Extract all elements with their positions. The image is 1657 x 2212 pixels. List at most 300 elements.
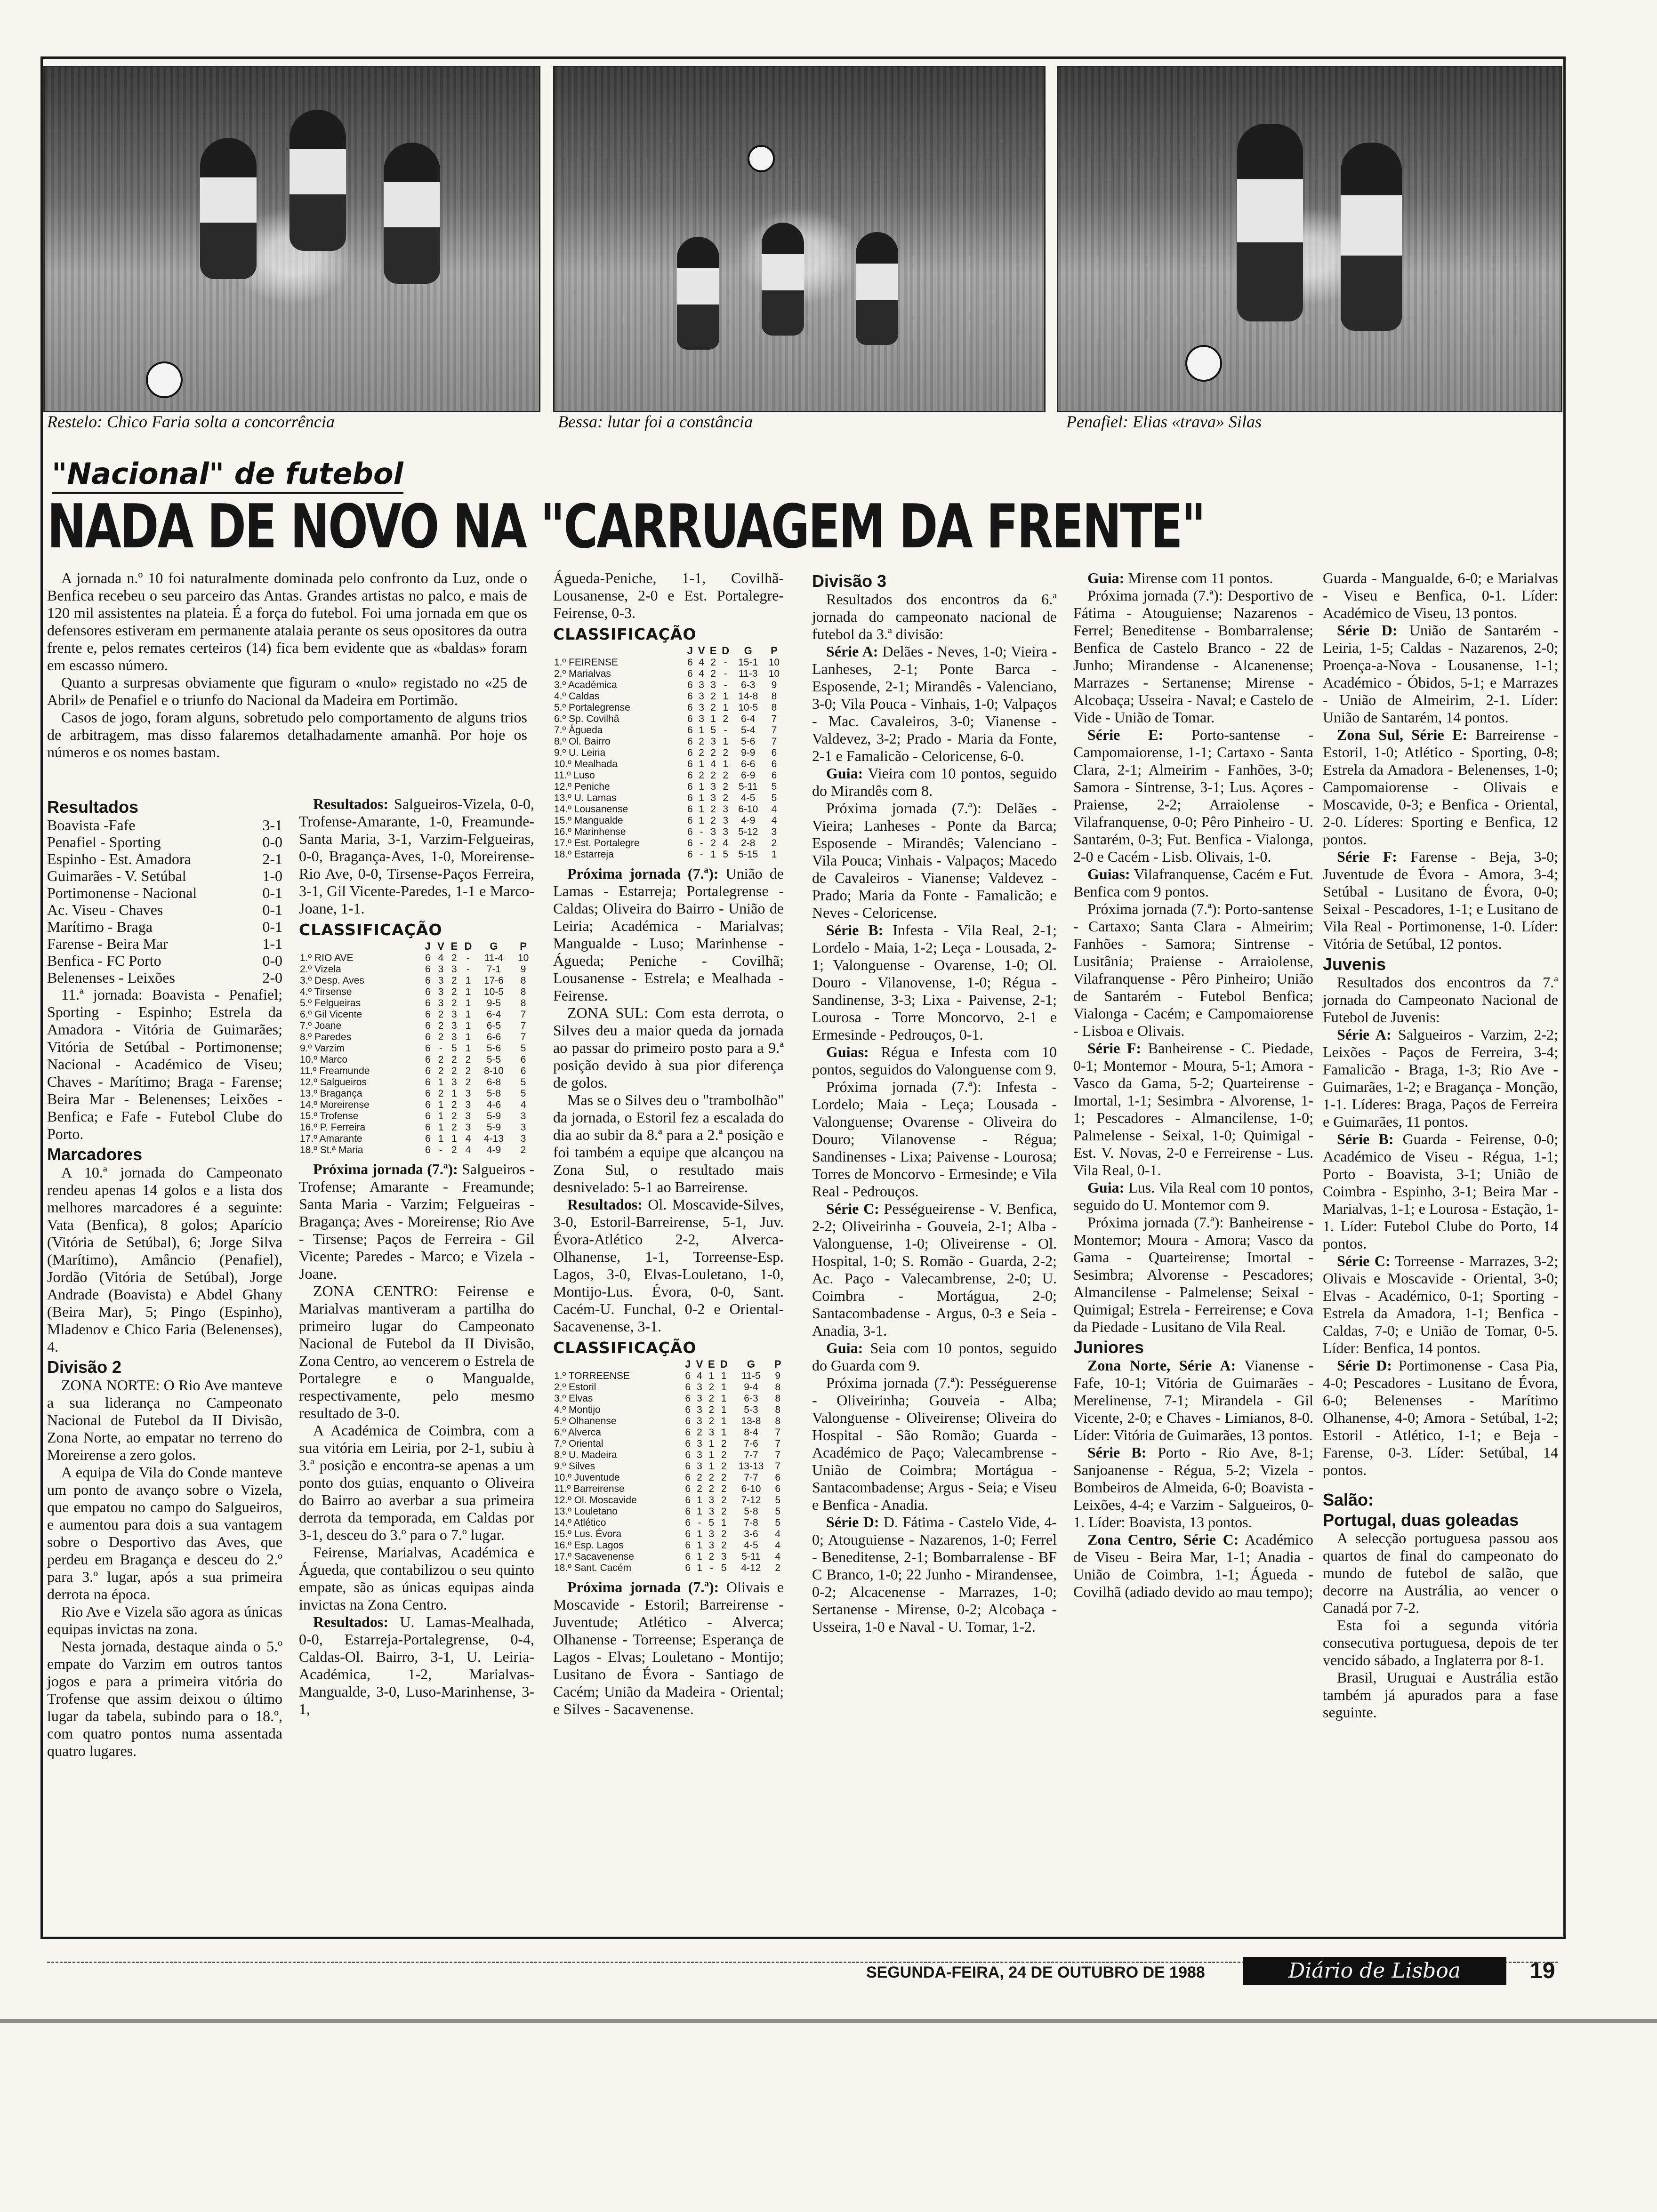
team-cell: 13.º U. Lamas bbox=[554, 793, 617, 803]
standings-row bbox=[299, 1009, 534, 1020]
division3-heading: Divisão 3 bbox=[812, 571, 887, 591]
football bbox=[1185, 345, 1222, 382]
stat-cell: 10-5 bbox=[738, 702, 758, 713]
team-cell: 2.º Marialvas bbox=[554, 668, 611, 679]
stat-cell: 2 bbox=[721, 1495, 727, 1506]
scorers-paragraph: A 10.ª jornada do Campeonato rendeu apenas 14 golos e a lista dos melhores marcadores é a seguinte: Vata (Benfica), 8 golos; Aparício (Vitória de Setúbal), 6; Jorge Silva (Marítimo), Amâncio (Penafiel), Jordão (Vitória de Setúbal), Jorge Andrade (Boavista) e Abdel Ghany (Beira Mar), 5; Pingo (Espinho), Mladenov e Chico Faria (Belenenses), 4. bbox=[47, 1164, 282, 1355]
result-paragraph: Série B: Porto - Rio Ave, 8-1; Sanjoanense - Régua, 5-2; Vizela - Bombeiros de Almeida, 6-0; Boavista - Leixões, 4-4; e Varzim - Salgueiros, 0-1. Líder: Boavista, 13 pontos. bbox=[1073, 1444, 1314, 1531]
stat-cell: - bbox=[724, 680, 727, 690]
stat-cell: 7 bbox=[520, 1009, 526, 1020]
stat-cell: 8 bbox=[520, 998, 526, 1009]
standings-row bbox=[553, 1472, 784, 1483]
team-cell: 15.º Mangualde bbox=[554, 815, 623, 826]
team-cell: 13.º Louletano bbox=[554, 1506, 618, 1517]
stat-cell: 2 bbox=[699, 770, 704, 781]
stat-cell: 6 bbox=[685, 1506, 691, 1517]
column-6 bbox=[1323, 569, 1558, 1721]
stat-cell: 5-5 bbox=[486, 1054, 501, 1065]
team-cell: 16.º Marinhense bbox=[554, 826, 626, 837]
stat-cell: 6 bbox=[425, 964, 431, 975]
player-figure bbox=[200, 138, 257, 279]
stat-cell: 2 bbox=[710, 804, 716, 815]
standings-row bbox=[553, 1483, 784, 1495]
stat-cell: 7-8 bbox=[744, 1517, 758, 1528]
stat-cell: 6 bbox=[685, 1517, 691, 1528]
team-cell: 11.º Luso bbox=[554, 770, 595, 781]
stat-cell: 2 bbox=[708, 1404, 715, 1415]
stat-cell: 2 bbox=[438, 1009, 444, 1020]
division3-intro: Resultados dos encontros da 6.ª jornada do campeonato nacional de futebol da 3.ª divisão: bbox=[812, 591, 1057, 642]
juvenis-intro: Resultados dos encontros da 7.ª jornada do Campeonato Nacional de Futebol de Juvenis: bbox=[1323, 974, 1558, 1026]
result-paragraph: Próxima jornada (7.ª): Pességuerense - Oliveirinha; Gouveia - Alba; Valonguense - Oliveirense; Oliveira do Hospital - São Romão; Guarda - Académico de Paço; Valecambrense - União de Coimbra; Mortágua - Santacombadense; Argus - Seia; e Viseu e Benfica - Anadia. bbox=[812, 1374, 1057, 1513]
results-text: Salgueiros-Vizela, 0-0, Trofense-Amarante, 1-0, Freamunde-Santa Maria, 3-1, Varzim-Felgueiras, 0-0, Bragança-Aves, 1-0, Moreirense-Rio Ave, 0-0, Tirsense-Paços Ferreira, 3-1, Gil Vicente-Paredes, 1-1 e Marco-Joane, 1-1. bbox=[299, 795, 534, 917]
stat-cell: 1 bbox=[697, 1529, 702, 1539]
stat-cell: 1 bbox=[697, 1506, 702, 1517]
stat-cell: 6 bbox=[685, 1551, 691, 1562]
standings-row bbox=[299, 998, 534, 1009]
stat-cell: 6 bbox=[685, 1450, 691, 1460]
stat-cell: 13-8 bbox=[741, 1416, 761, 1427]
team-cell: 15.º Lus. Évora bbox=[554, 1529, 622, 1539]
stat-cell: 2 bbox=[465, 1066, 471, 1076]
result-paragraph: Série D: União de Santarém - Leiria, 1-5; Caldas - Nazarenos, 2-0; Proença-a-Nova - Lousanense, 1-1; Académico - Óbidos, 5-1; e Marrazes - União de Almeirim, 2-1. Líder: União de Santarém, 14 pontos. bbox=[1323, 622, 1558, 726]
team-cell: 11.º Freamunde bbox=[300, 1066, 370, 1076]
team-cell: 9.º Silves bbox=[554, 1461, 595, 1472]
stat-cell: 2 bbox=[710, 838, 716, 849]
stat-cell: 5 bbox=[710, 725, 716, 736]
stat-cell: 2 bbox=[721, 1540, 727, 1551]
stat-cell: 1 bbox=[699, 793, 704, 803]
standings-row bbox=[553, 1495, 784, 1506]
newspaper-masthead: Diário de Lisboa bbox=[1243, 1957, 1506, 1985]
stat-cell: 3 bbox=[771, 826, 777, 837]
stat-cell: 4 bbox=[465, 1133, 471, 1144]
stat-cell: 2 bbox=[723, 713, 729, 724]
result-paragraph: Guia: Vieira com 10 pontos, seguido do Mirandês com 8. bbox=[812, 765, 1057, 799]
stat-cell: 3 bbox=[697, 1416, 702, 1427]
intro-paragraph: Casos de jogo, foram alguns, sobretudo pelo comportamento de alguns trios de arbitragem, mas disso falaremos detalhadamente amanhã. Por hoje os números e os nomes bastam. bbox=[47, 709, 527, 761]
stat-cell: 9-4 bbox=[744, 1382, 758, 1393]
stat-cell: 5 bbox=[775, 1495, 781, 1506]
stat-cell: 7 bbox=[520, 1032, 526, 1042]
stat-cell: 8 bbox=[520, 975, 526, 986]
stat-cell: 2 bbox=[723, 747, 729, 758]
stat-cell: 6 bbox=[425, 975, 431, 986]
stat-cell: 6 bbox=[687, 702, 693, 713]
column-4 bbox=[812, 569, 1057, 1635]
stat-cell: 1 bbox=[708, 1370, 715, 1381]
team-cell: 7.º Joane bbox=[300, 1020, 342, 1031]
stat-cell: 6-8 bbox=[486, 1077, 501, 1088]
stat-cell: 5 bbox=[721, 1563, 727, 1573]
stat-cell: 1 bbox=[708, 1450, 715, 1460]
stat-cell: 5-11 bbox=[738, 781, 758, 792]
stat-cell: 6 bbox=[687, 826, 693, 837]
stat-cell: 6 bbox=[687, 815, 693, 826]
stat-cell: 5-6 bbox=[486, 1043, 501, 1054]
stat-cell: 1 bbox=[451, 1088, 457, 1099]
team-cell: 13.º Bragança bbox=[300, 1088, 362, 1099]
stat-cell: 6 bbox=[771, 747, 777, 758]
stat-cell: 4 bbox=[771, 815, 777, 826]
result-paragraph: Série A: Delães - Neves, 1-0; Vieira - Lanheses, 2-1; Ponte Barca - Esposende, 2-1; Mirandês - Valenciano, 3-0; Vila Pouca - Vinhais, 1-0; Valpaços - Mac. Cavaleiros, 3-0; Vianense - Valdevez, 3-2; Prado - Maria da Fonte, 2-1 e Famalicão - Celoricense, 6-0. bbox=[812, 643, 1057, 764]
stat-cell: 7 bbox=[775, 1438, 781, 1449]
stat-cell: 3 bbox=[708, 1529, 715, 1539]
stat-cell: 4-9 bbox=[486, 1145, 501, 1155]
photo-caption: Penafiel: Elias «trava» Silas bbox=[1066, 412, 1262, 431]
stat-cell: 1 bbox=[465, 1043, 471, 1054]
stat-cell: 2 bbox=[697, 1427, 702, 1438]
team-cell: 11.º Barreirense bbox=[554, 1483, 625, 1494]
stat-cell: 9-9 bbox=[741, 747, 756, 758]
team-cell: 5.º Olhanense bbox=[554, 1416, 617, 1427]
stat-cell: 8 bbox=[775, 1382, 781, 1393]
stat-cell: 1 bbox=[710, 849, 716, 860]
result-row: Farense - Beira Mar 1-1 bbox=[47, 935, 282, 952]
stat-cell: 1 bbox=[697, 1495, 702, 1506]
stat-cell: 2-8 bbox=[741, 838, 756, 849]
stat-cell: 7 bbox=[771, 736, 777, 747]
stat-cell: 2 bbox=[699, 747, 704, 758]
result-row: Ac. Viseu - Chaves 0-1 bbox=[47, 901, 282, 918]
standings-row bbox=[299, 1133, 534, 1145]
section-kicker: "Nacional" de futebol bbox=[52, 457, 403, 494]
stat-cell: 7-7 bbox=[744, 1450, 758, 1460]
stat-cell: 2 bbox=[710, 815, 716, 826]
standings-row bbox=[553, 1563, 784, 1574]
stat-cell: 8 bbox=[775, 1404, 781, 1415]
stat-cell: 2 bbox=[721, 1529, 727, 1539]
stat-cell: 6 bbox=[687, 838, 693, 849]
result-paragraph: Próxima jornada (7.ª): Delães - Vieira; Lanheses - Ponte da Barca; Esposende - Mirandês; Valenciano - Vila Pouca; Vinhais - Valpaços; Macedo de Cavaleiros - Vianense; Valdevez - Prado; Maria da Fonte - Famalicão; e Neves - Celoricense. bbox=[812, 800, 1057, 921]
stat-cell: 3 bbox=[520, 1133, 526, 1144]
stat-cell: - bbox=[439, 1043, 442, 1054]
stat-cell: 3 bbox=[708, 1540, 715, 1551]
result-paragraph: Série F: Farense - Beja, 3-0; Juventude de Évora - Amora, 3-4; Setúbal - Lusitano de Évora, 0-0; Seixal - Pescadores, 1-1; e Lusitano de Vila Real - Portimonense, 1-0. Líder: Vitória de Setúbal, 12 pontos. bbox=[1323, 848, 1559, 952]
stat-cell: 2 bbox=[723, 770, 729, 781]
stat-cell: 3 bbox=[708, 1495, 715, 1506]
player-figure bbox=[384, 143, 440, 284]
stat-cell: 6 bbox=[685, 1472, 691, 1483]
team-cell: 5.º Portalegrense bbox=[554, 702, 630, 713]
team-cell: 12.º Peniche bbox=[554, 781, 610, 792]
standings-row bbox=[553, 1438, 784, 1450]
division3-paragraphs bbox=[812, 643, 1057, 1635]
scan-edge bbox=[0, 2019, 1657, 2023]
stat-cell: 3 bbox=[708, 1427, 715, 1438]
result-paragraph: Guias: Régua e Infesta com 10 pontos, seguidos do Valonguense com 9. bbox=[812, 1043, 1057, 1078]
result-paragraph: Série C: Torreense - Marrazes, 3-2; Olivais e Moscavide - Oriental, 3-0; Elvas - Académico, 0-1; Sporting - Estrela da Amadora, 1-1; Benfica - Caldas, 7-0; e União de Tomar, 0-5. Líder: Benfica, 14 pontos. bbox=[1323, 1252, 1559, 1356]
stat-cell: 7-12 bbox=[741, 1495, 761, 1506]
stat-cell: 10 bbox=[768, 657, 780, 668]
stat-cell: 6 bbox=[771, 770, 777, 781]
stat-cell: 2 bbox=[723, 793, 729, 803]
stat-cell: 3 bbox=[697, 1438, 702, 1449]
stat-cell: 1 bbox=[699, 815, 704, 826]
stat-cell: 4-5 bbox=[744, 1540, 758, 1551]
team-cell: 4.º Caldas bbox=[554, 691, 600, 702]
standings-row bbox=[299, 1111, 534, 1122]
stat-cell: 3 bbox=[723, 826, 729, 837]
stat-cell: 1 bbox=[699, 759, 704, 769]
standings-heading: CLASSIFICAÇÃO bbox=[299, 921, 442, 939]
stat-cell: - bbox=[700, 849, 703, 860]
stat-cell: 6-10 bbox=[741, 1483, 761, 1494]
standings-table bbox=[553, 1358, 784, 1574]
football bbox=[748, 145, 775, 172]
stat-cell: 6-3 bbox=[741, 680, 756, 690]
stat-cell: 8-10 bbox=[483, 1066, 504, 1076]
standings-row bbox=[553, 1416, 784, 1427]
zona-centro-results: U. Lamas-Mealhada, 0-0, Estarreja-Portalegrense, 0-4, Caldas-Ol. Bairro, 3-1, U. Leiria-Académica, 1-2, Marialvas-Mangualde, 3-0, Luso-Marinhense, 3-1, bbox=[299, 1613, 535, 1717]
stat-cell: 9 bbox=[771, 680, 777, 690]
stat-cell: 6 bbox=[685, 1495, 691, 1506]
stat-cell: 1 bbox=[708, 1438, 715, 1449]
stat-cell: - bbox=[724, 725, 727, 736]
stat-cell: 7 bbox=[775, 1461, 781, 1472]
team-cell: 1.º RIO AVE bbox=[300, 953, 354, 963]
stat-cell: 3 bbox=[697, 1461, 702, 1472]
stat-cell: 1 bbox=[771, 849, 777, 860]
stat-cell: 4 bbox=[723, 838, 729, 849]
stat-cell: 6 bbox=[520, 1066, 526, 1076]
stat-cell: 4 bbox=[775, 1540, 781, 1551]
result-paragraph: Série D: D. Fátima - Castelo Vide, 4-0; Atouguiense - Nazarenos, 1-0; Ferrel - Beneditense, 2-1; Bombarralense - BF C Branco, 1-0; 22 Junho - Mirandensee, 0-2; Alcacenense - Marrazes, 1-0; Sertanense - Mirense, 0-2; Alcobaça - Usseira, 1-0 e Naval - U. Tomar, 1-2. bbox=[812, 1514, 1057, 1635]
stat-cell: 8 bbox=[771, 702, 777, 713]
stat-cell: 13-13 bbox=[738, 1461, 764, 1472]
next-round-paragraph: 11.ª jornada: Boavista - Penafiel; Sporting - Espinho; Estrela da Amadora - Vitória de Guimarães; Vitória de Setúbal - Portimonense; Nacional - Académico de Viseu; Chaves - Marítimo; Braga - Farense; Beira Mar - Belenenses; Leixões - Benfica; e Fafe - Futebol Clube do Porto. bbox=[47, 986, 282, 1142]
stat-cell: 6 bbox=[425, 1145, 431, 1155]
stat-cell: 6 bbox=[425, 1009, 431, 1020]
stat-cell: 5-9 bbox=[486, 1122, 501, 1133]
stat-cell: 1 bbox=[465, 986, 471, 997]
division2-paragraph: A equipa de Vila do Conde manteve um ponto de avanço sobre o Vizela, que empatou no campo do Salgueiros, e aumentou para dois a sua vantagem sobre o Desportivo das Aves, que perdeu em Bragança e desceu do 2.º para 3.º lugar, após a sua primeira derrota na época. bbox=[47, 1464, 282, 1603]
stat-cell: 1 bbox=[697, 1551, 702, 1562]
stat-cell: 5 bbox=[520, 1077, 526, 1088]
result-paragraph: Série B: Guarda - Feirense, 0-0; Académico de Viseu - Régua, 1-1; Porto - Boavista, 3-1; União de Coimbra - Espinho, 3-1; Beira Mar - Marialvas, 1-1; e Lourosa - Estação, 1-1. Líder: Futebol Clube do Porto, 14 pontos. bbox=[1323, 1130, 1559, 1252]
photo-caption: Bessa: lutar foi a constância bbox=[558, 412, 753, 431]
standings-row bbox=[553, 1427, 784, 1438]
stat-cell: 6 bbox=[685, 1461, 691, 1472]
stat-cell: 11-5 bbox=[741, 1370, 761, 1381]
juniores-paragraphs bbox=[1073, 1357, 1313, 1601]
stat-cell: - bbox=[439, 1145, 442, 1155]
stat-cell: 6 bbox=[425, 1133, 431, 1144]
stat-cell: 4 bbox=[699, 668, 704, 679]
stat-cell: 6 bbox=[425, 1099, 431, 1110]
stat-cell: 2 bbox=[438, 1088, 444, 1099]
standings-header-row: J V E D G P bbox=[687, 645, 778, 657]
stat-cell: 2 bbox=[721, 1483, 727, 1494]
standings-row bbox=[553, 1393, 784, 1404]
stat-cell: 1 bbox=[699, 725, 704, 736]
headline: NADA DE NOVO NA "CARRUAGEM DA FRENTE" bbox=[47, 492, 1205, 562]
footer-date: SEGUNDA-FEIRA, 24 DE OUTUBRO DE 1988 bbox=[866, 1964, 1205, 1981]
stat-cell: 1 bbox=[721, 1416, 727, 1427]
stat-cell: 3 bbox=[710, 793, 716, 803]
standings-table bbox=[299, 940, 534, 1156]
stat-cell: 6-9 bbox=[741, 770, 756, 781]
stat-cell: 1 bbox=[721, 1404, 727, 1415]
stat-cell: 1 bbox=[699, 781, 704, 792]
stat-cell: 2 bbox=[438, 1066, 444, 1076]
stat-cell: 2 bbox=[451, 975, 457, 986]
stat-cell: 6-6 bbox=[486, 1032, 501, 1042]
salao-paragraph: Brasil, Uruguai e Austrália estão também já apurados para a fase seguinte. bbox=[1323, 1669, 1558, 1721]
stat-cell: 6 bbox=[687, 657, 693, 668]
stat-cell: 5-12 bbox=[738, 826, 758, 837]
stat-cell: 7 bbox=[771, 725, 777, 736]
standings-heading: CLASSIFICAÇÃO bbox=[553, 1338, 697, 1357]
standings-row bbox=[299, 1032, 534, 1043]
stat-cell: 1 bbox=[723, 702, 729, 713]
stat-cell: 3 bbox=[465, 1088, 471, 1099]
standings-row bbox=[299, 1043, 534, 1054]
result-row: Marítimo - Braga 0-1 bbox=[47, 918, 282, 935]
stat-cell: 2 bbox=[451, 1099, 457, 1110]
stat-cell: 6 bbox=[687, 691, 693, 702]
result-paragraph: Série F: Banheirense - C. Piedade, 0-1; Montemor - Moura, 5-1; Amora - Vasco da Gama, 5-2; Quarteirense - Imortal, 1-1; Sesimbra - Alvorense, 1-1; Pescadores - Almancilense, 1-0; Palmelense - Seixal, 1-0; Quimigal - Est. V. Novas, 2-0 e Ferreirense - Lus. Vila Real, 0-1. bbox=[1073, 1040, 1313, 1178]
stat-cell: 6 bbox=[425, 1122, 431, 1133]
stat-cell: 6 bbox=[687, 804, 693, 815]
stat-cell: 6 bbox=[775, 1472, 781, 1483]
team-cell: 10.º Juventude bbox=[554, 1472, 620, 1483]
juniores-series bbox=[1323, 622, 1558, 953]
standings-row bbox=[553, 781, 784, 793]
next-round-text: União de Lamas - Estarreja; Portalegrense - Caldas; Oliveira do Bairro - União de Leiria; Académica - Marialvas; Mangualde - Luso; Marinhense - Águeda; Peniche - Covilhã; Lousanense - Estrela; e Mealhada - Feirense. bbox=[553, 865, 784, 1004]
stat-cell: 3 bbox=[520, 1122, 526, 1133]
stat-cell: 10-5 bbox=[483, 986, 504, 997]
stat-cell: 6 bbox=[520, 1054, 526, 1065]
salao-heading: Salão: bbox=[1323, 1490, 1374, 1509]
team-cell: 8.º Paredes bbox=[300, 1032, 352, 1042]
standings-row bbox=[299, 1088, 534, 1099]
standings-row bbox=[553, 713, 784, 725]
result-row: Benfica - FC Porto 0-0 bbox=[47, 952, 282, 969]
result-row: Penafiel - Sporting 0-0 bbox=[47, 834, 282, 850]
team-cell: 7.º Águeda bbox=[554, 725, 603, 736]
stat-cell: 6 bbox=[775, 1483, 781, 1494]
standings-row bbox=[299, 1020, 534, 1032]
stat-cell: 2 bbox=[699, 736, 704, 747]
stat-cell: 7 bbox=[520, 1020, 526, 1031]
stat-cell: 1 bbox=[438, 1099, 444, 1110]
result-paragraph: Zona Norte, Série A: Vianense - Fafe, 10-1; Vitória de Guimarães - Merelinense, 7-1; Mirandela - Gil Vicente, 2-0; e Chaves - Limianos, 8-0. Líder: Vitória de Guimarães, 13 pontos. bbox=[1073, 1357, 1314, 1443]
stat-cell: 6 bbox=[685, 1563, 691, 1573]
result-paragraph: Série B: Infesta - Vila Real, 2-1; Lordelo - Maia, 1-2; Leça - Lousada, 2-1; Valonguense - Ovarense, 1-0; Ol. Douro - Vilanovense, 1-0; Régua - Sandinense, 3-3; Lixa - Paivense, 2-1; Lourosa - Torre Moncorvo, 2-1 e Ermesinde - Pedrouços, 0-1. bbox=[812, 922, 1057, 1043]
stat-cell: 9 bbox=[520, 964, 526, 975]
stat-cell: 3-6 bbox=[744, 1529, 758, 1539]
stat-cell: 4 bbox=[771, 804, 777, 815]
stat-cell: 1 bbox=[721, 1517, 727, 1528]
division2-paragraph: Rio Ave e Vizela são agora as únicas equipas invictas na zona. bbox=[47, 1603, 282, 1637]
standings-row bbox=[299, 1145, 534, 1156]
stat-cell: 1 bbox=[465, 998, 471, 1009]
stat-cell: 2 bbox=[438, 1032, 444, 1042]
stat-cell: 6 bbox=[687, 725, 693, 736]
standings-row bbox=[299, 964, 534, 975]
team-cell: 16.º Esp. Lagos bbox=[554, 1540, 624, 1551]
stat-cell: 3 bbox=[451, 964, 457, 975]
column-1-lower bbox=[47, 795, 282, 1760]
team-cell: 14.º Atlético bbox=[554, 1517, 606, 1528]
zona-centro-paragraph: A Académica de Coimbra, com a sua vitória em Leiria, por 2-1, subiu à 3.ª posição e encontra-se apenas a um ponto dos guias, enquanto o Oliveira do Bairro ao averbar a sua primeira derrota da temporada, em Caldas por 3-1, desceu do 3.º para o 7.º lugar. bbox=[299, 1422, 534, 1543]
stat-cell: 1 bbox=[438, 1122, 444, 1133]
stat-cell: 14-8 bbox=[738, 691, 758, 702]
stat-cell: 3 bbox=[699, 713, 704, 724]
stat-cell: 2 bbox=[451, 986, 457, 997]
stat-cell: 1 bbox=[465, 1032, 471, 1042]
standings-row bbox=[553, 826, 784, 838]
standings-row bbox=[553, 1370, 784, 1382]
team-cell: 4.º Tirsense bbox=[300, 986, 352, 997]
stat-cell: 2 bbox=[451, 998, 457, 1009]
stat-cell: 5 bbox=[723, 849, 729, 860]
team-cell: 18.º St.ª Maria bbox=[300, 1145, 363, 1155]
standings-header-row: J V E D G P bbox=[685, 1358, 781, 1370]
stat-cell: 3 bbox=[451, 1020, 457, 1031]
stat-cell: 2 bbox=[721, 1461, 727, 1472]
stat-cell: 6 bbox=[685, 1540, 691, 1551]
team-cell: 3.º Elvas bbox=[554, 1393, 593, 1404]
stat-cell: 6 bbox=[771, 759, 777, 769]
team-cell: 6.º Sp. Covilhã bbox=[554, 713, 619, 724]
stat-cell: 3 bbox=[721, 1551, 727, 1562]
stat-cell: 3 bbox=[710, 680, 716, 690]
stat-cell: 1 bbox=[451, 1133, 457, 1144]
stat-cell: 3 bbox=[697, 1450, 702, 1460]
stat-cell: 6 bbox=[425, 953, 431, 963]
stat-cell: 1 bbox=[438, 1133, 444, 1144]
stat-cell: 9 bbox=[775, 1370, 781, 1381]
stat-cell: 6 bbox=[687, 849, 693, 860]
team-cell: 4.º Montijo bbox=[554, 1404, 601, 1415]
stat-cell: 6 bbox=[425, 1077, 431, 1088]
standings-rows bbox=[299, 953, 534, 1156]
team-cell: 14.º Lousanense bbox=[554, 804, 628, 815]
standings-row bbox=[299, 1066, 534, 1077]
stat-cell: 6 bbox=[685, 1483, 691, 1494]
team-cell: 8.º U. Madeira bbox=[554, 1450, 617, 1460]
stat-cell: 15-1 bbox=[738, 657, 758, 668]
standings-row bbox=[553, 736, 784, 747]
result-paragraph: Próxima jornada (7.ª): Banheirense - Montemor; Moura - Amora; Vasco da Gama - Quarteirense; Imortal - Sesimbra; Alvorense - Pescadores; Almancilense - Palmelense; Seixal - Quimigal; Estrela - Ferreirense; e Cova da Piedade - Lusitano de Vila Real. bbox=[1073, 1214, 1313, 1335]
team-cell: 15.º Trofense bbox=[300, 1111, 359, 1122]
results-heading: Resultados bbox=[47, 797, 139, 817]
stat-cell: - bbox=[700, 838, 703, 849]
stat-cell: 6 bbox=[685, 1370, 691, 1381]
juniores-heading: Juniores bbox=[1073, 1338, 1144, 1357]
stat-cell: 2 bbox=[438, 1020, 444, 1031]
team-cell: 3.º Desp. Aves bbox=[300, 975, 364, 986]
stat-cell: 5 bbox=[771, 793, 777, 803]
team-cell: 2.º Estoril bbox=[554, 1382, 596, 1393]
stat-cell: 5-9 bbox=[486, 1111, 501, 1122]
stat-cell: 4-9 bbox=[741, 815, 756, 826]
stat-cell: 6 bbox=[685, 1416, 691, 1427]
stat-cell: 2 bbox=[710, 770, 716, 781]
stat-cell: 2 bbox=[708, 1382, 715, 1393]
stat-cell: 4-13 bbox=[483, 1133, 504, 1144]
stat-cell: 5-15 bbox=[738, 849, 758, 860]
stat-cell: 2 bbox=[451, 953, 457, 963]
stat-cell: 6 bbox=[425, 1066, 431, 1076]
standings-row bbox=[553, 725, 784, 736]
intro-paragraph: A jornada n.º 10 foi naturalmente dominada pelo confronto da Luz, onde o Benfica recebeu o seu parceiro das Antas. Grandes artistas no palco, e mais de 120 mil assistentes na plateia. É a força do futebol. Foi uma jornada em que os defensores estiveram em permanente atalaia perante os seus opositores da outra frente e, pelos remates certeiros (14) fica bem evidente que as «baldas» foram em escasso número. bbox=[47, 569, 527, 673]
result-paragraph: Série E: Porto-santense - Campomaiorense, 1-1; Cartaxo - Santa Clara, 2-1; Almeirim - Fanhões, 3-0; Samora - Sintrense, 3-1; Lus. Açores - Praiense, 2-2; Arraiolense - Vilafranquense, 0-0; Pêro Pinheiro - U. Santarém, 0-3; Fut. Benfica - Vialonga, 2-0 e Cacém - Lisb. Olivais, 1-0. bbox=[1073, 726, 1314, 865]
standings-row bbox=[553, 702, 784, 713]
stat-cell: 2 bbox=[771, 838, 777, 849]
